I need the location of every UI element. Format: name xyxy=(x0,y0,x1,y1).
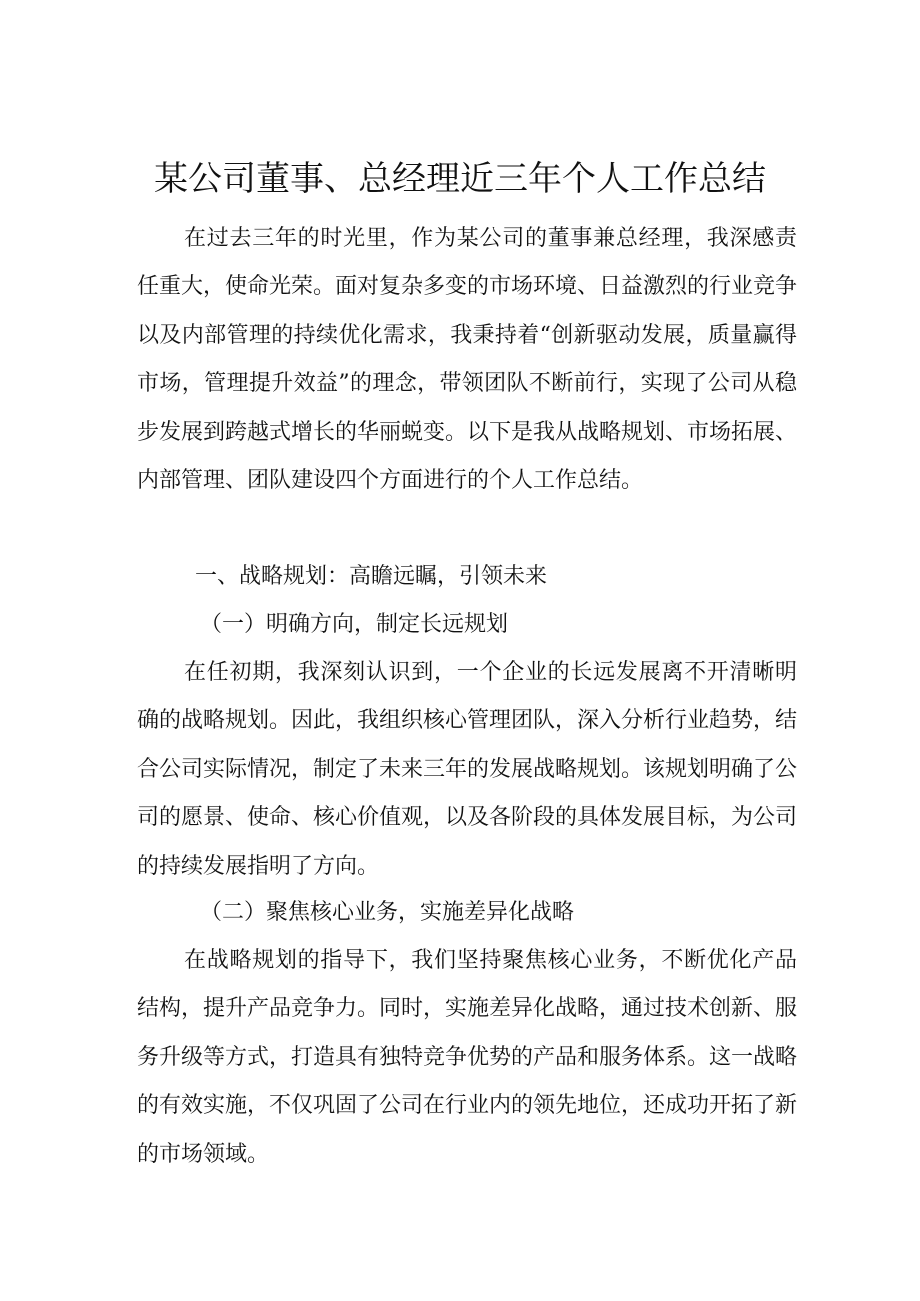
subsection-heading-direction: （一）明确方向，制定长远规划 xyxy=(200,612,509,637)
section-heading-strategy: 一、战略规划：高瞻远瞩，引领未来 xyxy=(195,564,548,589)
intro-paragraph: 在过去三年的时光里，作为某公司的董事兼总经理，我深感责任重大，使命光荣。面对复杂多变的市场环境、日益激烈的行业竞争以及内部管理的持续优化需求，我秉持着“创新驱动发展，质量赢得市场，管理提升效益”的理念，带领团队不断前行，实现了公司从稳步发展到跨越式增长的华丽蜕变。以下是我从战略规划、市场拓展、内部管理、团队建设四个方面进行的个人工作总结。 xyxy=(137,226,798,494)
document-title: 某公司董事、总经理近三年个人工作总结 xyxy=(154,159,766,199)
subsection-heading-core-business: （二）聚焦核心业务，实施差异化战略 xyxy=(200,900,575,925)
subsection-paragraph-direction: 在任初期，我深刻认识到，一个企业的长远发展离不开清晰明确的战略规划。因此，我组织核心管理团队，深入分析行业趋势，结合公司实际情况，制定了未来三年的发展战略规划。该规划明确了公司的愿景、使命、核心价值观，以及各阶段的具体发展目标，为公司的持续发展指明了方向。 xyxy=(137,660,798,879)
subsection-paragraph-core-business: 在战略规划的指导下，我们坚持聚焦核心业务，不断优化产品结构，提升产品竞争力。同时，实施差异化战略，通过技术创新、服务升级等方式，打造具有独特竞争优势的产品和服务体系。这一战略的有效实施，不仅巩固了公司在行业内的领先地位，还成功开拓了新的市场领域。 xyxy=(137,948,798,1167)
